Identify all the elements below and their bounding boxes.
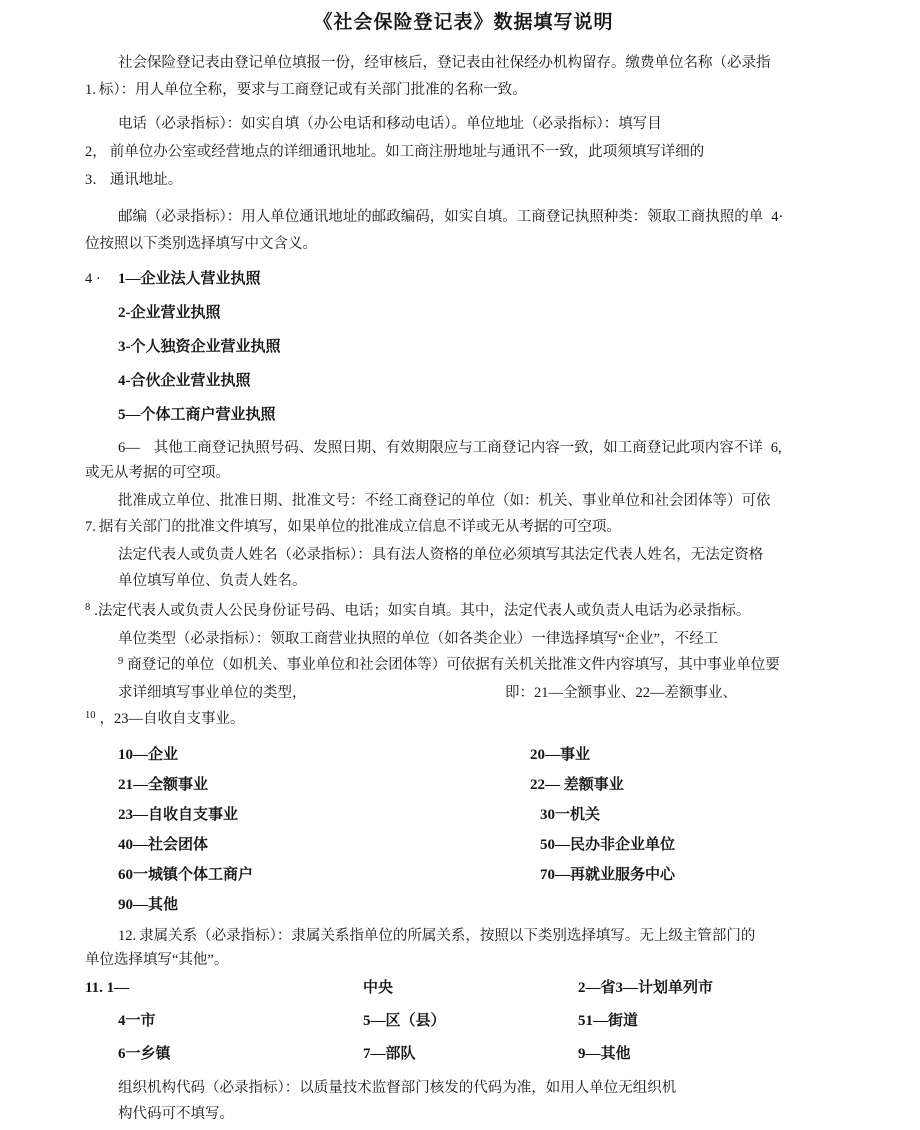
line-number-3: 3． [85,172,107,188]
para3-line2: 位按照以下类别选择填写中文含义。 [85,236,317,252]
code-col3: 51—街道 [578,1013,639,1029]
para6-line2: 或无从考据的可空项。 [85,465,230,481]
code-col1: 4一市 [118,1013,156,1029]
text-run: 前单位办公室或经营地点的详细通讯地址。如工商注册地址与通讯不一致，此项须填写详细的 [109,144,705,160]
text-run-right: 即：21—全额事业、22—差额事业、 [505,685,737,701]
text-run: 标）：用人单位全称，要求与工商登记或有关部门批准的名称一致。 [98,82,527,98]
unit-type-code-row [85,860,842,890]
code-left: 21—全额事业 [118,777,209,793]
code-right: 50—民办非企业单位 [540,837,676,853]
text-run: 商登记的单位（如机关、事业单位和社会团体等）可依据有关机关批准文件内容填写，其中事业单位要 [127,657,780,673]
line-number-4-tail: 4· [771,209,784,225]
line-number-2: 2， [85,144,107,160]
line-number-10: 10 [85,710,96,721]
code-right: 30一机关 [540,807,601,823]
code-col3: 9—其他 [578,1046,631,1062]
para8b-line1 [85,598,842,626]
license-type-item-5: 5—个体工商户营业执照 [118,407,276,423]
code-left: 90—其他 [118,897,179,913]
unit-type-code-row [85,740,842,770]
text-run: ，23—自收自支事业。 [99,711,245,727]
para-org-line1: 组织机构代码（必录指标）：以质量技术监督部门核发的代码为准，如用人单位无组织机 [118,1080,677,1096]
para2-line2 [85,138,842,166]
text-run: 其他工商登记执照号码、发照日期、有效期限应与工商登记内容一致，如工商登记此项内容不详 [153,440,763,456]
unit-type-code-row [85,830,842,860]
line-number-6-tail: 6, [770,440,782,456]
code-left: 60一城镇个体工商户 [118,867,254,883]
text-run: 通讯地址。 [109,172,183,188]
text-run: 隶属关系（必录指标）：隶属关系指单位的所属关系，按照以下类别选择填写。无上级主管部门的 [139,928,756,944]
affiliation-code-row [85,1005,842,1038]
code-col1: 6一乡镇 [118,1046,171,1062]
license-type-item-3: 3-个人独资企业营业执照 [118,339,281,355]
code-left: 23—自收自支事业 [118,807,239,823]
line-number-1: 1. [85,82,96,98]
line-number-4: 4 · [85,271,101,287]
para9-line2 [85,652,842,680]
para3-line1 [85,204,842,231]
para-org-line2: 构代码可不填写。 [118,1106,234,1122]
para1-line2 [85,77,842,104]
code-right: 20—事业 [530,747,591,763]
para12-line1 [85,924,842,948]
code-left: 40—社会团体 [118,837,209,853]
para2-line1: 电话（必录指标）：如实自填（办公电话和移动电话）。单位地址（必录指标）：填写目 [118,116,662,132]
item-number-6: 6— [118,440,140,456]
text-run: 据有关部门的批准文件填写，如果单位的批准成立信息不详或无从考据的可空项。 [98,519,621,535]
license-type-item-1 [85,266,842,292]
line-number-9: 9 [118,656,124,667]
para8-line1: 法定代表人或负责人姓名（必录指标）：具有法人资格的单位必须填写其法定代表人姓名，无法定资格 [118,547,764,563]
unit-type-code-row [85,770,842,800]
text-run: 求详细填写事业单位的类型， [118,685,307,701]
para2-line3 [85,166,842,194]
para9-line4 [85,706,842,734]
affiliation-code-row [85,1038,842,1071]
page-title: 《社会保险登记表》数据填写说明 [313,12,614,33]
code-right: 70—再就业服务中心 [540,867,676,883]
line-number-12: 12. [118,928,137,944]
affiliation-code-row [85,972,842,1005]
para1-line1: 社会保险登记表由登记单位填报一份，经审核后，登记表由社保经办机构留存。缴费单位名称（必录指 [118,55,771,71]
code-col2: 7—部队 [363,1046,416,1062]
code-right: 22— 差额事业 [530,777,624,793]
text-run: 邮编（必录指标）：用人单位通讯地址的邮政编码，如实自填。工商登记执照种类：领取工商执照的单 [118,209,764,225]
line-number-7: 7. [85,519,96,535]
list-item-label: 1—企业法人营业执照 [118,271,261,287]
para9-line3 [85,680,842,706]
unit-type-code-row [85,890,842,920]
code-left: 10—企业 [118,747,179,763]
license-type-item-4: 4-合伙企业营业执照 [118,373,251,389]
code-col2: 5—区（县） [363,1013,446,1029]
unit-type-code-row [85,800,842,830]
code-col1: 11. 1— [85,980,130,996]
para12-line2: 单位选择填写“其他”。 [85,952,229,968]
para8-line2: 单位填写单位、负责人姓名。 [118,573,307,589]
license-type-item-2: 2-企业营业执照 [118,305,221,321]
para7-line2 [85,514,842,540]
para7-line1: 批准成立单位、批准日期、批准文号：不经工商登记的单位（如：机关、事业单位和社会团体等）可依 [118,493,771,509]
text-run: .法定代表人或负责人公民身份证号码、电话；如实自填。其中，法定代表人或负责人电话为必录指标。 [94,603,751,619]
code-col2: 中央 [363,980,394,996]
para6-line1 [85,436,842,461]
para9-line1: 单位类型（必录指标）：领取工商营业执照的单位（如各类企业）一律选择填写“企业”，不经工 [118,631,719,647]
line-number-8: 8 [85,602,91,613]
code-col3: 2—省3—计划单列市 [578,980,714,996]
